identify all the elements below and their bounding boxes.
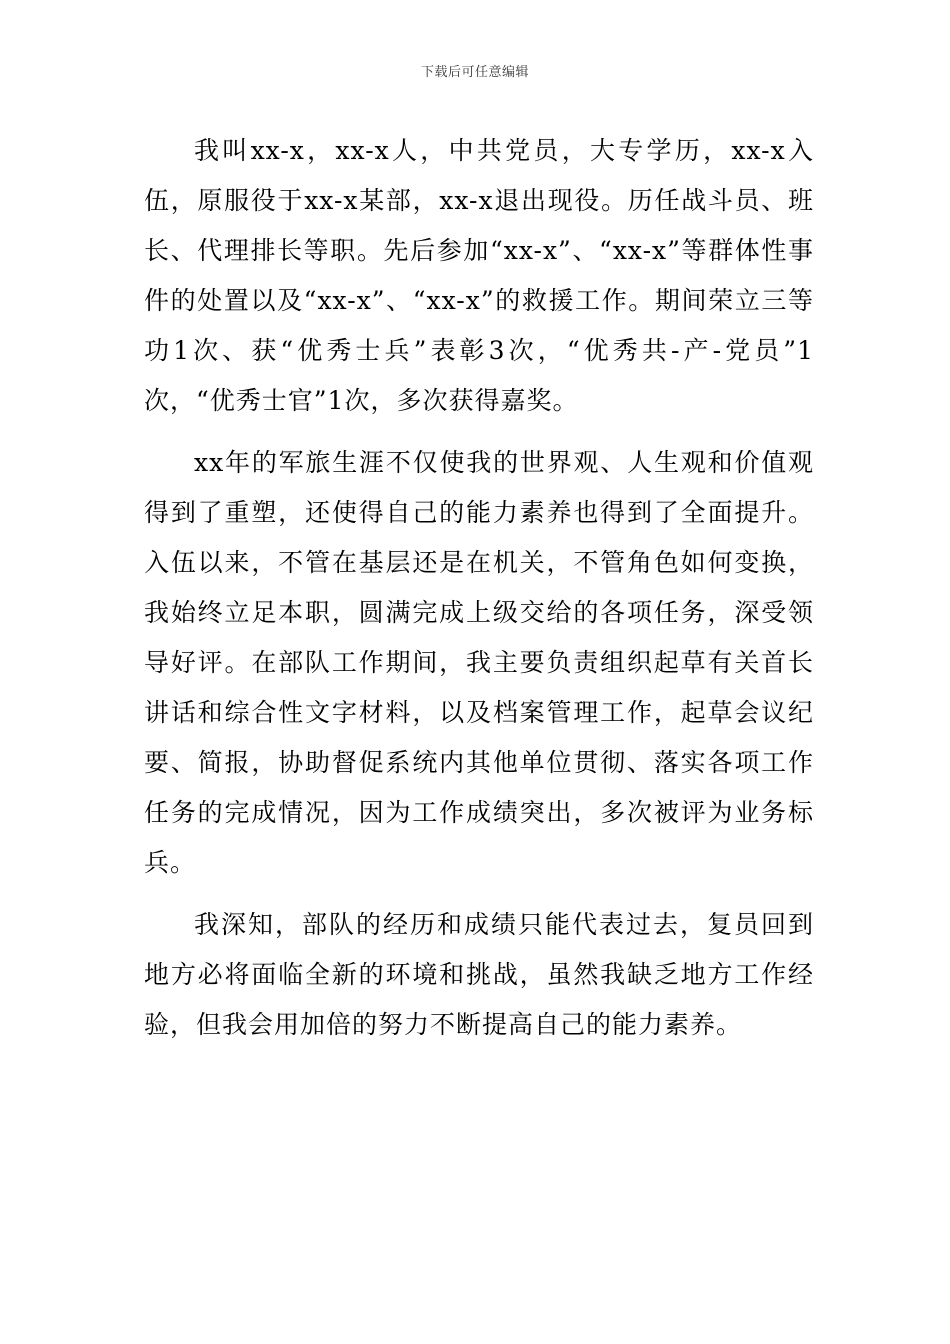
document-body <box>144 126 814 1062</box>
paragraph-future-outlook: 我深知，部队的经历和成绩只能代表过去，复员回到地方必将面临全新的环境和挑战，虽然我缺乏地方工作经验，但我会用加倍的努力不断提高自己的能力素养。 <box>144 910 814 1039</box>
page-header: 下载后可任意编辑 <box>420 65 529 80</box>
paragraph-personal-info: 我叫xx-x，xx-x人，中共党员，大专学历，xx-x入伍，原服役于xx-x某部，xx-x退出现役。历任战斗员、班长、代理排长等职。先后参加“xx-x”、“xx-x”等群体性事件的处置以及“xx-x”、“xx-x”的救援工作。期间荣立三等功1次、获“优秀士兵”表彰3次，“优秀共-产-党员”1次，“优秀士官”1次，多次获得嘉奖。 <box>144 136 814 415</box>
paragraph-military-career: xx年的军旅生涯不仅使我的世界观、人生观和价值观得到了重塑，还使得自己的能力素养也得到了全面提升。入伍以来，不管在基层还是在机关，不管角色如何变换，我始终立足本职，圆满完成上级交给的各项任务，深受领导好评。在部队工作期间，我主要负责组织起草有关首长讲话和综合性文字材料，以及档案管理工作，起草会议纪要、简报，协助督促系统内其他单位贯彻、落实各项工作任务的完成情况，因为工作成绩突出，多次被评为业务标兵。 <box>144 448 814 877</box>
